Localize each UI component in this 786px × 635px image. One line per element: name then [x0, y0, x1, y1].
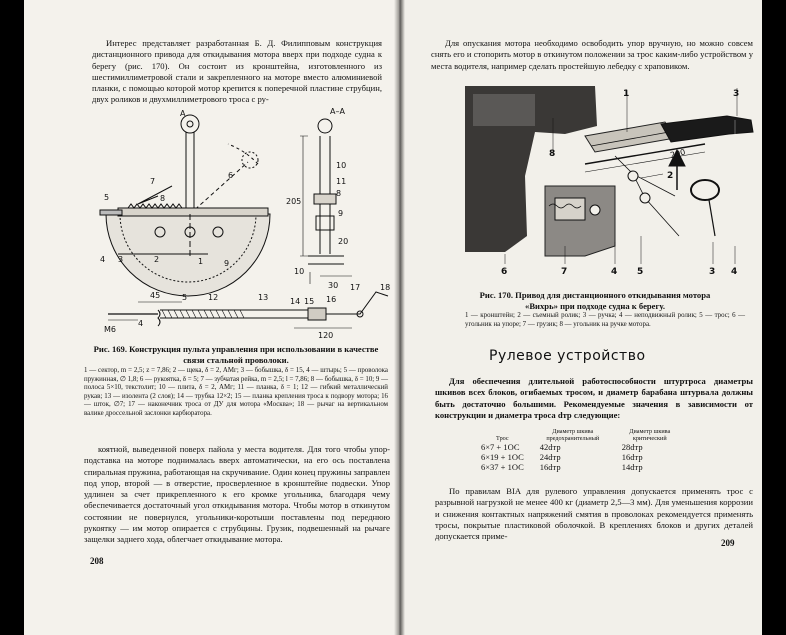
fig169-callout-13: 13	[258, 293, 269, 302]
right-page-number: 209	[721, 538, 735, 548]
fig170-callout-8: 8	[549, 149, 556, 159]
fig169-callout-6: 6	[228, 171, 234, 180]
fig169-callout-14: 14	[290, 297, 301, 306]
fig170-callout-5: 5	[637, 267, 644, 276]
table-row: 6×37 + 1ОС 16dтр 14dтр	[481, 462, 643, 472]
col-critical: Диаметр шкива критический	[629, 428, 671, 442]
fig170-callout-3-top: 3	[733, 89, 740, 99]
fig169-dim-120: 120	[318, 331, 334, 340]
fig169-callout-5b: 5	[182, 293, 188, 302]
fig169-label-aa: А–А	[330, 107, 345, 116]
fig170-callout-4b: 4	[731, 267, 738, 276]
fig169-callout-5: 5	[104, 193, 110, 202]
fig169-callout-10: 10	[336, 161, 347, 170]
figure-170	[465, 86, 755, 276]
fig170-callout-3: 3	[709, 267, 716, 276]
figure-169-drawing	[98, 104, 394, 344]
fig169-callout-3: 3	[118, 255, 124, 264]
figure-169	[98, 104, 394, 344]
book-spine	[394, 0, 405, 635]
fig169-callout-1: 1	[198, 257, 204, 266]
fig169-callout-4: 4	[100, 255, 106, 264]
fig169-callout-12: 12	[208, 293, 219, 302]
left-body-text: коятной, выведенной поверх пайола у места водителя. Для того чтобы упор-подставка на моторе поднималась вверх автоматически, на его ось поставлена спиральная пружина, работающая на скручивание. Один конец пружины заправлен под упор, второй — в отверстие, просверленное в кронштейне подвески. Упор удлинен за счет прикрепленного к его кромке угольника, благодаря чему обеспечивается достаточный угол откидывания мотора. Чтобы мотор в откинутом состоянии не повернулся, угольники-коротыши поставлены под переднюю рукоятку — им мотор опирается с струбцины. Грузик, подвешенный на рычаге защелки заднего хода, облегчает откидывание мотора.	[84, 444, 390, 545]
section-heading: Рулевое устройство	[489, 348, 646, 364]
fig169-dim-45: 45	[150, 291, 161, 300]
fig169-callout-9: 9	[224, 259, 230, 268]
fig169-callout-8b: 8	[336, 189, 342, 198]
fig170-callout-6: 6	[501, 267, 508, 276]
fig170-callout-7: 7	[561, 267, 568, 276]
col-rope: Трос	[496, 435, 509, 442]
section-text: Для обеспечения длительной работоспособности штуртроса диаметры шкивов всех блоков, огибаемых тросом, и диаметр барабана штурвала должны быть достаточно большими. Рекомендуемые значения в зависимости от конструкции и диаметра троса dтр следующие:	[435, 376, 753, 420]
fig169-callout-17: 17	[350, 283, 361, 292]
figure-170-legend: 1 — кронштейн; 2 — съемный ролик; 3 — ручка; 4 — неподвижный ролик; 5 — трос; 6 — угольник на упоре; 7 — грузик; 8 — угольник на ручке мотора.	[465, 312, 745, 328]
right-page	[405, 0, 762, 635]
figure-169-legend: 1 — сектор, m = 2,5; z = 7,86; 2 — щека, δ = 2, АМг; 3 — бобышка, δ = 15, 4 — штырь; 5 — проволока пружинная, ∅ 1,8; 6 — рукоятка, δ = 5; 7 — зубчатая рейка, m = 2,5; l = 7,86; 8 — бобышка, δ = 10; 9 — полоса 5×10, текстолит; 10 — плита, δ = 2, АМг; 11 — планка, δ = 1; 12 — гибкий металлический рукав; 13 — изолента (2 слоя); 14 — трубка 12×2; 15 — планка крепления троса к подвору мотора; 16 — шток, ∅7; 17 — наконечник троса от ДУ для мотора «Москва»; 18 — рычаг на вертикальном валике дроссельной заслонки карбюратора.	[84, 367, 388, 417]
figure-170-drawing	[465, 86, 755, 276]
fig169-dim-205: 205	[286, 197, 302, 206]
fig169-dim-30: 30	[328, 281, 339, 290]
fig169-dim-m6: М6	[104, 325, 116, 334]
fig169-label-a: А	[180, 109, 186, 118]
fig169-callout-9b: 9	[338, 209, 344, 218]
fig169-callout-8: 8	[160, 194, 166, 203]
fig169-callout-11: 11	[336, 177, 347, 186]
table-row: 6×7 + 1ОС 42dтр 28dтр	[481, 442, 643, 452]
figure-169-caption: Рис. 169. Конструкция пульта управления при использовании в качестве связи стальной проволоки.	[93, 344, 379, 365]
figure-170-caption: Рис. 170. Привод для дистанционного откидывания мотора «Вихрь» при подходе судна к берегу.	[479, 290, 711, 311]
fig170-callout-4: 4	[611, 267, 618, 276]
fig170-dim-200: 200	[669, 147, 687, 160]
left-intro-text: Интерес представляет разработанная Б. Д. Филипповым конструкция дистанционного привода для откидывания мотора вверх при подходе судна к берегу (рис. 170). Он состоит из кронштейна, изготовленного из шестимиллиметровой стали и закрепленного на моторе вместо алюминиевой планки, с помощью которой мотор крепится к поперечной пластине струбцин, двух роликов и двухмиллиметрового троса с ру-	[92, 38, 382, 105]
rope-table-header	[473, 428, 686, 442]
fig169-callout-18: 18	[380, 283, 391, 292]
fig169-callout-7: 7	[150, 177, 156, 186]
fig170-callout-1: 1	[623, 89, 630, 99]
table-row: 6×19 + 1ОС 24dтр 16dтр	[481, 452, 643, 462]
closing-text: По правилам BIA для рулевого управления допускается применять трос с разрывной нагрузкой не менее 400 кг (диаметр 2,5—3 мм). Для уменьшения коррозии и снижения контактных напряжений смятия в проволоках рекомендуется применять тросы, покрытые пластиковой оболочкой. В креплениях блоков и других деталей допускается приме-	[435, 486, 753, 542]
left-page	[24, 0, 394, 635]
right-intro-text: Для опускания мотора необходимо освободить упор вручную, но можно совсем снять его и стопорить мотор в откинутом положении за трос каким-либо устройством у места водителя, например сделать простейшую лебедку с храповиком.	[431, 38, 753, 71]
fig169-callout-4b: 4	[138, 319, 144, 328]
fig169-dim-20: 20	[338, 237, 349, 246]
rope-table	[473, 428, 686, 472]
fig169-callout-16: 16	[326, 295, 337, 304]
fig170-callout-2: 2	[667, 171, 674, 181]
col-safe: Диаметр шкива предохранительный	[546, 428, 600, 442]
fig169-callout-15: 15	[304, 297, 315, 306]
left-page-number: 208	[90, 556, 104, 566]
fig169-dim-10: 10	[294, 267, 305, 276]
fig169-callout-2: 2	[154, 255, 160, 264]
